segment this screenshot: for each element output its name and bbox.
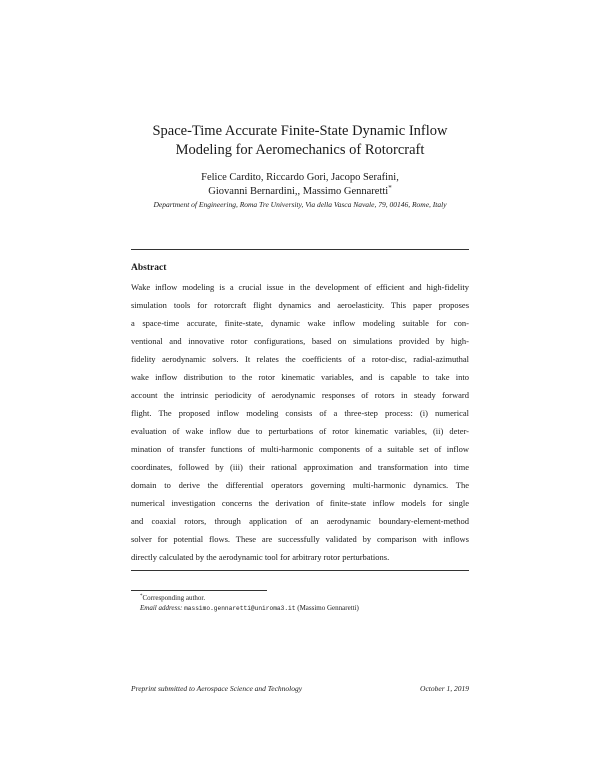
corresponding-author-mark: *: [388, 184, 392, 192]
paper-title-line-2: Modeling for Aeromechanics of Rotorcraft: [175, 142, 425, 158]
paper-title-line-1: Space-Time Accurate Finite-State Dynamic Inflow: [152, 123, 448, 139]
authors-line-1: Felice Cardito, Riccardo Gori, Jacopo Serafini,: [201, 172, 399, 183]
abstract-body: [131, 278, 469, 566]
abstract-line: directly calculated by the aerodynamic tool for arbitrary rotor perturbations.: [131, 552, 390, 562]
abstract-line: solver for potential flows. These are successfully validated by comparison with inflows: [131, 534, 469, 544]
footnote-email: [140, 604, 359, 613]
abstract-line: ventional and innovative rotor configurations, based on simulations provided by high-: [131, 336, 469, 346]
abstract-line: domain to derive the differential operators governing multi-harmonic dynamics. The: [131, 480, 469, 490]
footnote-rule: [131, 590, 267, 591]
footnote-mark: *: [140, 594, 143, 599]
abstract-line: flight. The proposed inflow modeling consists of a three-step process: (i) numerical: [131, 408, 469, 418]
abstract-heading: Abstract: [131, 263, 167, 273]
email-owner: (Massimo Gennaretti): [297, 604, 359, 612]
email-label: Email address:: [140, 604, 183, 612]
footnote-corresponding: [140, 594, 205, 603]
abstract-bottom-rule: [131, 570, 469, 571]
abstract-line: simulation tools for rotorcraft flight dynamics and aeroelasticity. This paper proposes: [131, 300, 469, 310]
abstract-line: a space-time accurate, finite-state, dynamic wake inflow modeling suitable for con-: [131, 318, 469, 328]
abstract-line: wake inflow distribution to the rotor kinematic variables, and is capable to take into: [131, 372, 469, 382]
abstract-top-rule: [131, 249, 469, 250]
abstract-line: fidelity aerodynamic solvers. It relates the coefficients of a rotor-disc, radial-azimuthal: [131, 354, 469, 364]
abstract-line: account the intrinsic periodicity of aerodynamic responses of rotors in steady forward: [131, 390, 469, 400]
footnote-corresponding-text: Corresponding author.: [142, 594, 206, 602]
abstract-line: coordinates, followed by (iii) their rational approximation and transformation into time: [131, 462, 469, 472]
abstract-line: mination of transfer functions of multi-harmonic components of a suitable set of inflow: [131, 444, 469, 454]
abstract-line: numerical investigation concerns the derivation of finite-state inflow models for single: [131, 498, 469, 508]
authors-line-2-text: Giovanni Bernardini,, Massimo Gennaretti: [208, 186, 389, 197]
abstract-line: Wake inflow modeling is a crucial issue in the development of efficient and high-fidelity: [131, 282, 469, 292]
abstract-line: evaluation of wake inflow due to perturbations of rotor kinematic variables, (ii) deter-: [131, 426, 469, 436]
authors-line-2: [0, 185, 600, 199]
affiliation: Department of Engineering, Roma Tre University, Via della Vasca Navale, 79, 00146, Rome, Italy: [153, 200, 447, 209]
email-link[interactable]: massimo.gennaretti@uniroma3.it: [184, 605, 296, 612]
abstract-line: and coaxial rotors, through application of an aerodynamic boundary-element-method: [131, 516, 469, 526]
preprint-date: October 1, 2019: [420, 684, 469, 693]
preprint-note: Preprint submitted to Aerospace Science and Technology: [131, 684, 303, 693]
